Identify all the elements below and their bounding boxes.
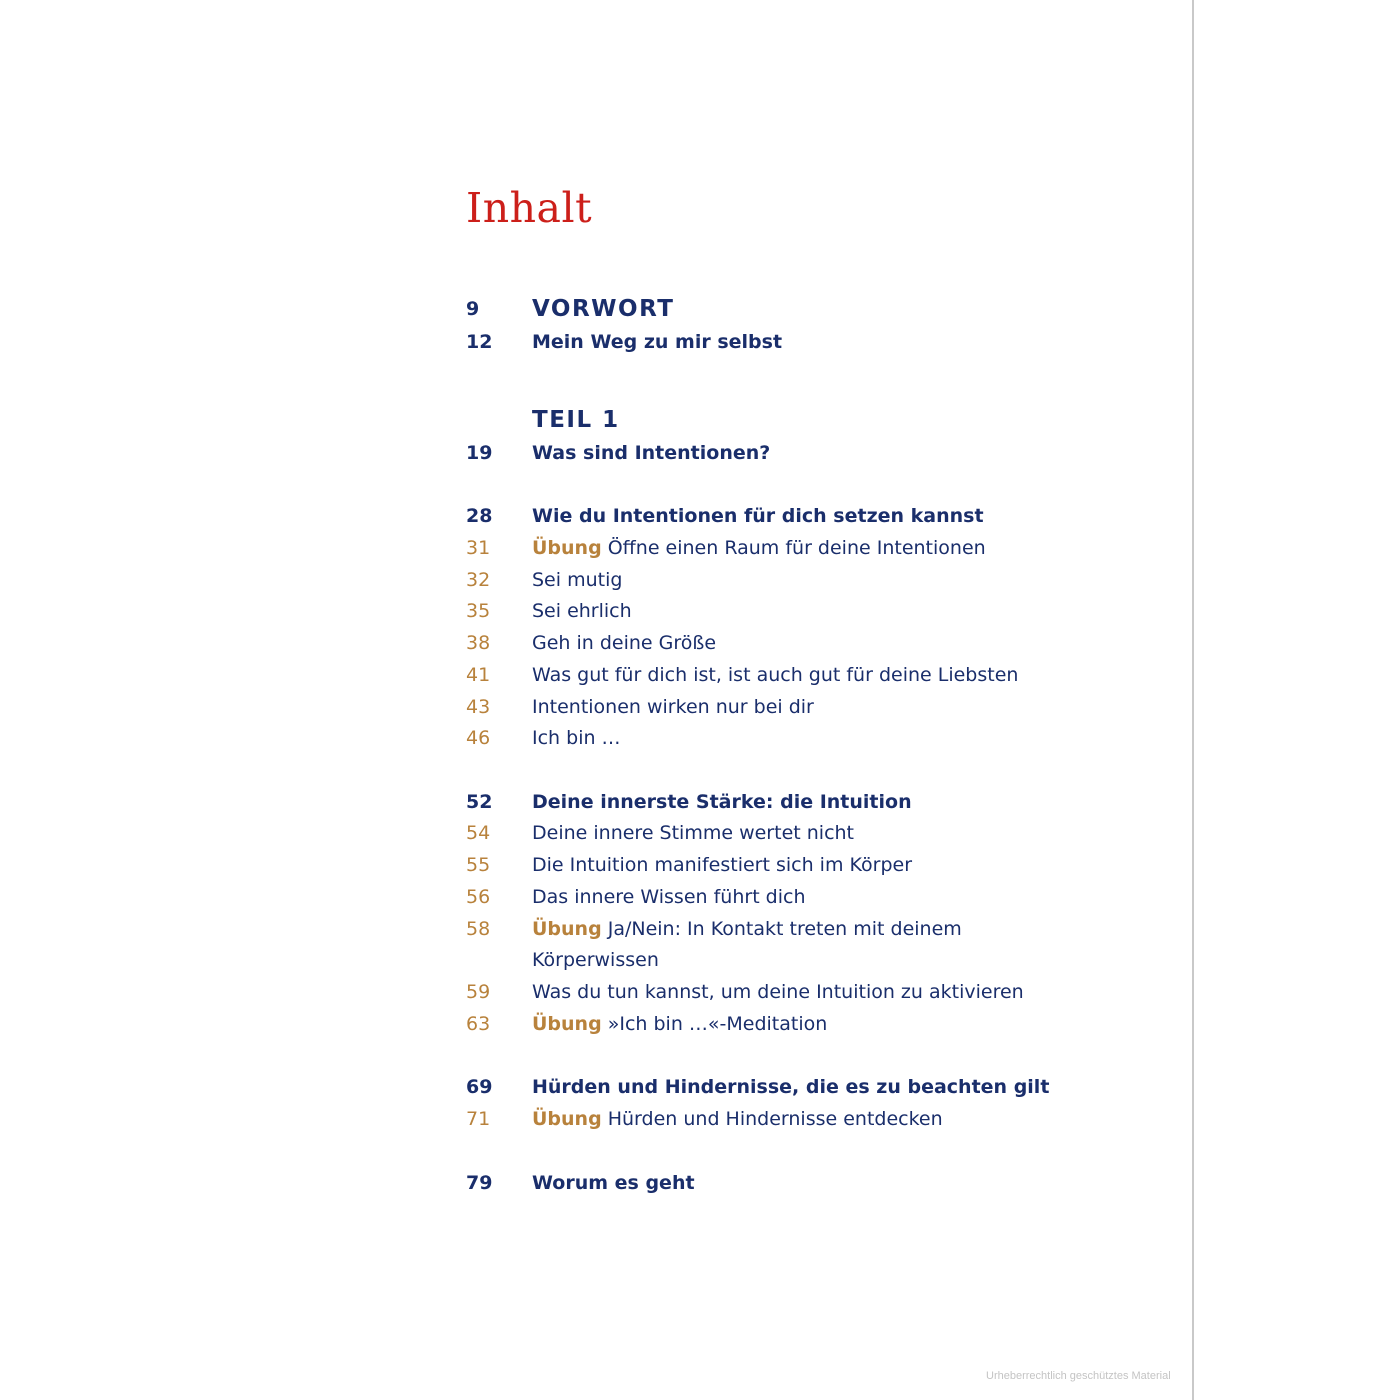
toc-page-number: 9 — [466, 298, 480, 320]
toc-subentry[interactable] — [466, 722, 1186, 754]
toc-entry-title-continued: Körperwissen — [532, 949, 659, 971]
toc-entry-title — [532, 1008, 827, 1040]
toc-entry[interactable] — [466, 1071, 1186, 1103]
toc-page-number: 56 — [466, 886, 491, 908]
exercise-label: Übung — [532, 1013, 602, 1035]
toc-page-number: 55 — [466, 854, 491, 876]
toc-subentry[interactable] — [466, 976, 1186, 1008]
toc-subentry[interactable] — [466, 564, 1186, 596]
toc-page-number: 38 — [466, 632, 491, 654]
toc-entry-text: Öffne einen Raum für deine Intentionen — [601, 537, 986, 559]
toc-page-number: 35 — [466, 600, 491, 622]
page-title: Inhalt — [466, 184, 593, 232]
toc-entry-text: Ja/Nein: In Kontakt treten mit deinem — [601, 918, 962, 940]
toc-page-number: 71 — [466, 1108, 491, 1130]
toc-page-number: 79 — [466, 1172, 493, 1194]
toc-subentry[interactable] — [466, 849, 1186, 881]
toc-entry-title — [532, 532, 986, 564]
toc-entry-title: Hürden und Hindernisse, die es zu beachten gilt — [532, 1076, 1050, 1098]
toc-subentry[interactable] — [466, 1103, 1186, 1135]
exercise-label: Übung — [532, 918, 602, 940]
toc-page-number: 63 — [466, 1013, 491, 1035]
toc-entry-title: Ich bin … — [532, 727, 621, 749]
toc-page-number: 46 — [466, 727, 491, 749]
toc-entry-title: Die Intuition manifestiert sich im Körper — [532, 854, 912, 876]
toc-subentry[interactable] — [466, 627, 1186, 659]
toc-page-number: 54 — [466, 822, 491, 844]
toc-entry-title: Geh in deine Größe — [532, 632, 717, 654]
toc-subentry[interactable] — [466, 817, 1186, 849]
toc-page-number: 59 — [466, 981, 491, 1003]
toc-part-heading — [466, 404, 1186, 436]
toc-entry-text: »Ich bin …«-Meditation — [601, 1013, 828, 1035]
toc-entry-title: Intentionen wirken nur bei dir — [532, 696, 814, 718]
page-edge-line — [1192, 0, 1194, 1400]
toc-subentry[interactable] — [466, 881, 1186, 913]
toc-page-number: 52 — [466, 791, 493, 813]
toc-page-number: 32 — [466, 569, 491, 591]
toc-page-number: 69 — [466, 1076, 493, 1098]
toc-subentry[interactable] — [466, 691, 1186, 723]
toc-entry-title: Was sind Intentionen? — [532, 442, 771, 464]
toc-entry-title: VORWORT — [532, 296, 675, 322]
toc-entry[interactable] — [466, 1167, 1186, 1199]
exercise-label: Übung — [532, 1108, 602, 1130]
toc-entry-text: Hürden und Hindernisse entdecken — [601, 1108, 943, 1130]
toc-entry-title — [532, 1103, 943, 1135]
toc-entry[interactable] — [466, 500, 1186, 532]
toc-subentry[interactable] — [466, 1008, 1186, 1040]
toc-entry-vorwort[interactable] — [466, 293, 1186, 325]
toc-subentry[interactable] — [466, 659, 1186, 691]
exercise-label: Übung — [532, 537, 602, 559]
toc-entry[interactable] — [466, 786, 1186, 818]
toc-page-number: 28 — [466, 505, 493, 527]
toc-page-number: 43 — [466, 696, 491, 718]
toc-entry-title: Worum es geht — [532, 1172, 695, 1194]
toc-entry-title: Sei ehrlich — [532, 600, 632, 622]
toc-page-number: 12 — [466, 331, 493, 353]
toc-entry-title: Was du tun kannst, um deine Intuition zu aktivieren — [532, 981, 1024, 1003]
copyright-watermark: Urheberrechtlich geschütztes Material — [986, 1370, 1171, 1382]
toc-entry-title: Das innere Wissen führt dich — [532, 886, 806, 908]
toc-entry[interactable] — [466, 326, 1186, 358]
toc-entry-title — [532, 913, 962, 945]
toc-subentry[interactable] — [466, 595, 1186, 627]
toc-page-number: 19 — [466, 442, 493, 464]
toc-subentry[interactable] — [466, 913, 1186, 945]
toc-entry-title: Mein Weg zu mir selbst — [532, 331, 783, 353]
toc-page-number: 31 — [466, 537, 491, 559]
toc-subentry-continuation — [466, 944, 1186, 976]
toc-entry-title: Sei mutig — [532, 569, 623, 591]
toc-entry-title: Deine innere Stimme wertet nicht — [532, 822, 855, 844]
toc-entry-title: Deine innerste Stärke: die Intuition — [532, 791, 912, 813]
table-of-contents — [466, 0, 1186, 1400]
toc-entry-title: Was gut für dich ist, ist auch gut für deine Liebsten — [532, 664, 1019, 686]
toc-page-number: 41 — [466, 664, 491, 686]
toc-subentry[interactable] — [466, 532, 1186, 564]
toc-entry[interactable] — [466, 437, 1186, 469]
toc-entry-title: Wie du Intentionen für dich setzen kannst — [532, 505, 984, 527]
toc-part-title: TEIL 1 — [532, 407, 620, 433]
toc-page-number: 58 — [466, 918, 491, 940]
